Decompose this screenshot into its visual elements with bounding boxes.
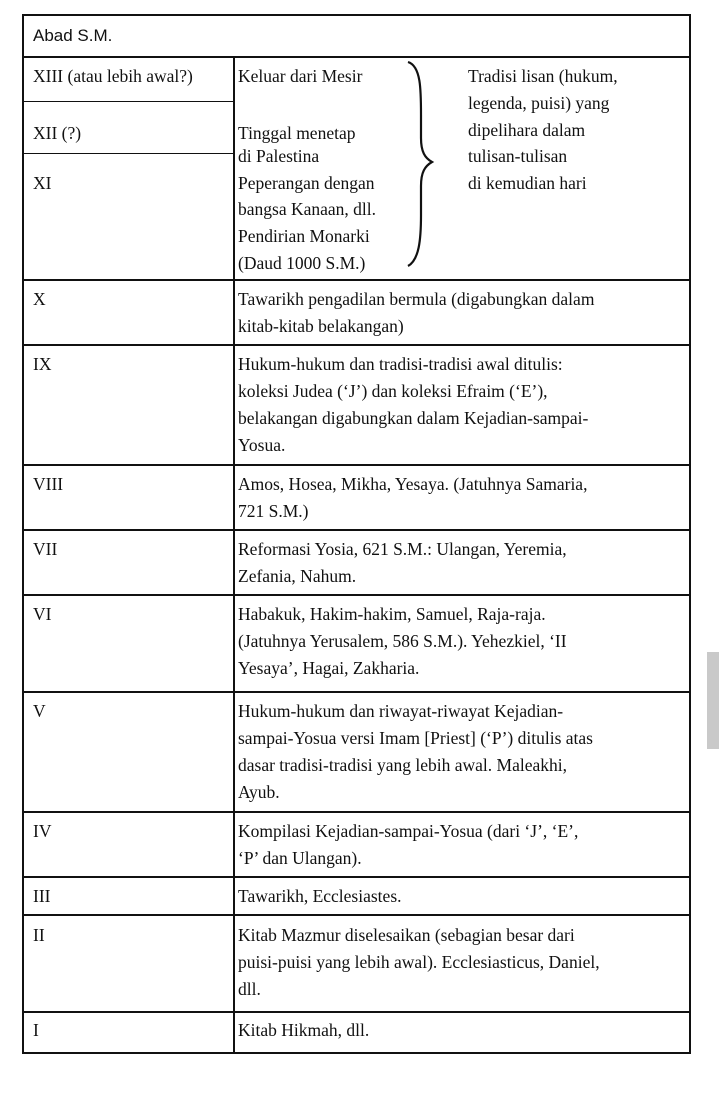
tradition-text: di kemudian hari (468, 173, 587, 193)
description-line: koleksi Judea (‘J’) dan koleksi Efraim (‘E’), (238, 381, 548, 401)
century-cell: XI (33, 173, 52, 193)
table-border-right (689, 14, 691, 1054)
event-text: di Palestina (238, 146, 320, 166)
row-divider (22, 279, 691, 281)
description-line: Yosua. (238, 435, 286, 455)
tradition-text: tulisan-tulisan (468, 146, 568, 166)
table-header: Abad S.M. (33, 26, 113, 45)
row-divider (22, 691, 691, 693)
century-cell: IX (33, 354, 52, 374)
column-divider (233, 56, 235, 1054)
event-text: Tinggal menetap (238, 123, 356, 143)
row-divider (22, 464, 691, 466)
description-line: Yesaya’, Hagai, Zakharia. (238, 658, 420, 678)
century-cell: III (33, 886, 51, 906)
century-cell: VII (33, 539, 58, 559)
row-divider (22, 876, 691, 878)
curly-brace-icon (405, 60, 435, 270)
century-cell: II (33, 925, 45, 945)
description-line: Zefania, Nahum. (238, 566, 357, 586)
tradition-text: dipelihara dalam (468, 120, 586, 140)
description-line: sampai-Yosua versi Imam [Priest] (‘P’) ditulis atas (238, 728, 593, 748)
description-line: Kitab Hikmah, dll. (238, 1020, 370, 1040)
century-cell: X (33, 289, 46, 309)
description-line: 721 S.M.) (238, 501, 309, 521)
description-line: kitab-kitab belakangan) (238, 316, 404, 336)
description-line: dasar tradisi-tradisi yang lebih awal. Maleakhi, (238, 755, 567, 775)
description-line: Amos, Hosea, Mikha, Yesaya. (Jatuhnya Samaria, (238, 474, 588, 494)
century-divider (22, 101, 235, 102)
row-divider (22, 914, 691, 916)
century-divider (22, 153, 235, 154)
table-border-left (22, 14, 24, 1054)
description-line: Tawarikh, Ecclesiastes. (238, 886, 402, 906)
century-cell: XII (?) (33, 123, 82, 143)
event-text: Peperangan dengan (238, 173, 375, 193)
table-border-bottom (22, 1052, 691, 1054)
century-cell: IV (33, 821, 52, 841)
tradition-text: legenda, puisi) yang (468, 93, 610, 113)
description-line: (Jatuhnya Yerusalem, 586 S.M.). Yehezkiel, ‘II (238, 631, 567, 651)
description-line: Kitab Mazmur diselesaikan (sebagian besar dari (238, 925, 575, 945)
row-divider (22, 1011, 691, 1013)
century-cell: I (33, 1020, 39, 1040)
century-cell: V (33, 701, 46, 721)
event-text: (Daud 1000 S.M.) (238, 253, 366, 273)
header-divider (22, 56, 691, 58)
row-divider (22, 811, 691, 813)
description-line: Kompilasi Kejadian-sampai-Yosua (dari ‘J’, ‘E’, (238, 821, 579, 841)
description-line: ‘P’ dan Ulangan). (238, 848, 362, 868)
event-text: Keluar dari Mesir (238, 66, 363, 86)
row-divider (22, 529, 691, 531)
tradition-text: Tradisi lisan (hukum, (468, 66, 618, 86)
century-cell: VIII (33, 474, 64, 494)
description-line: Ayub. (238, 782, 280, 802)
row-divider (22, 344, 691, 346)
description-line: dll. (238, 979, 261, 999)
description-line: Hukum-hukum dan tradisi-tradisi awal ditulis: (238, 354, 563, 374)
event-text: Pendirian Monarki (238, 226, 370, 246)
century-cell: VI (33, 604, 52, 624)
row-divider (22, 594, 691, 596)
description-line: belakangan digabungkan dalam Kejadian-sampai- (238, 408, 589, 428)
table-border-top (22, 14, 691, 16)
scroll-tab[interactable] (707, 652, 719, 749)
description-line: puisi-puisi yang lebih awal). Ecclesiasticus, Daniel, (238, 952, 600, 972)
description-line: Habakuk, Hakim-hakim, Samuel, Raja-raja. (238, 604, 546, 624)
description-line: Reformasi Yosia, 621 S.M.: Ulangan, Yeremia, (238, 539, 567, 559)
description-line: Hukum-hukum dan riwayat-riwayat Kejadian- (238, 701, 564, 721)
event-text: bangsa Kanaan, dll. (238, 199, 377, 219)
description-line: Tawarikh pengadilan bermula (digabungkan dalam (238, 289, 595, 309)
century-cell: XIII (atau lebih awal?) (33, 66, 193, 86)
